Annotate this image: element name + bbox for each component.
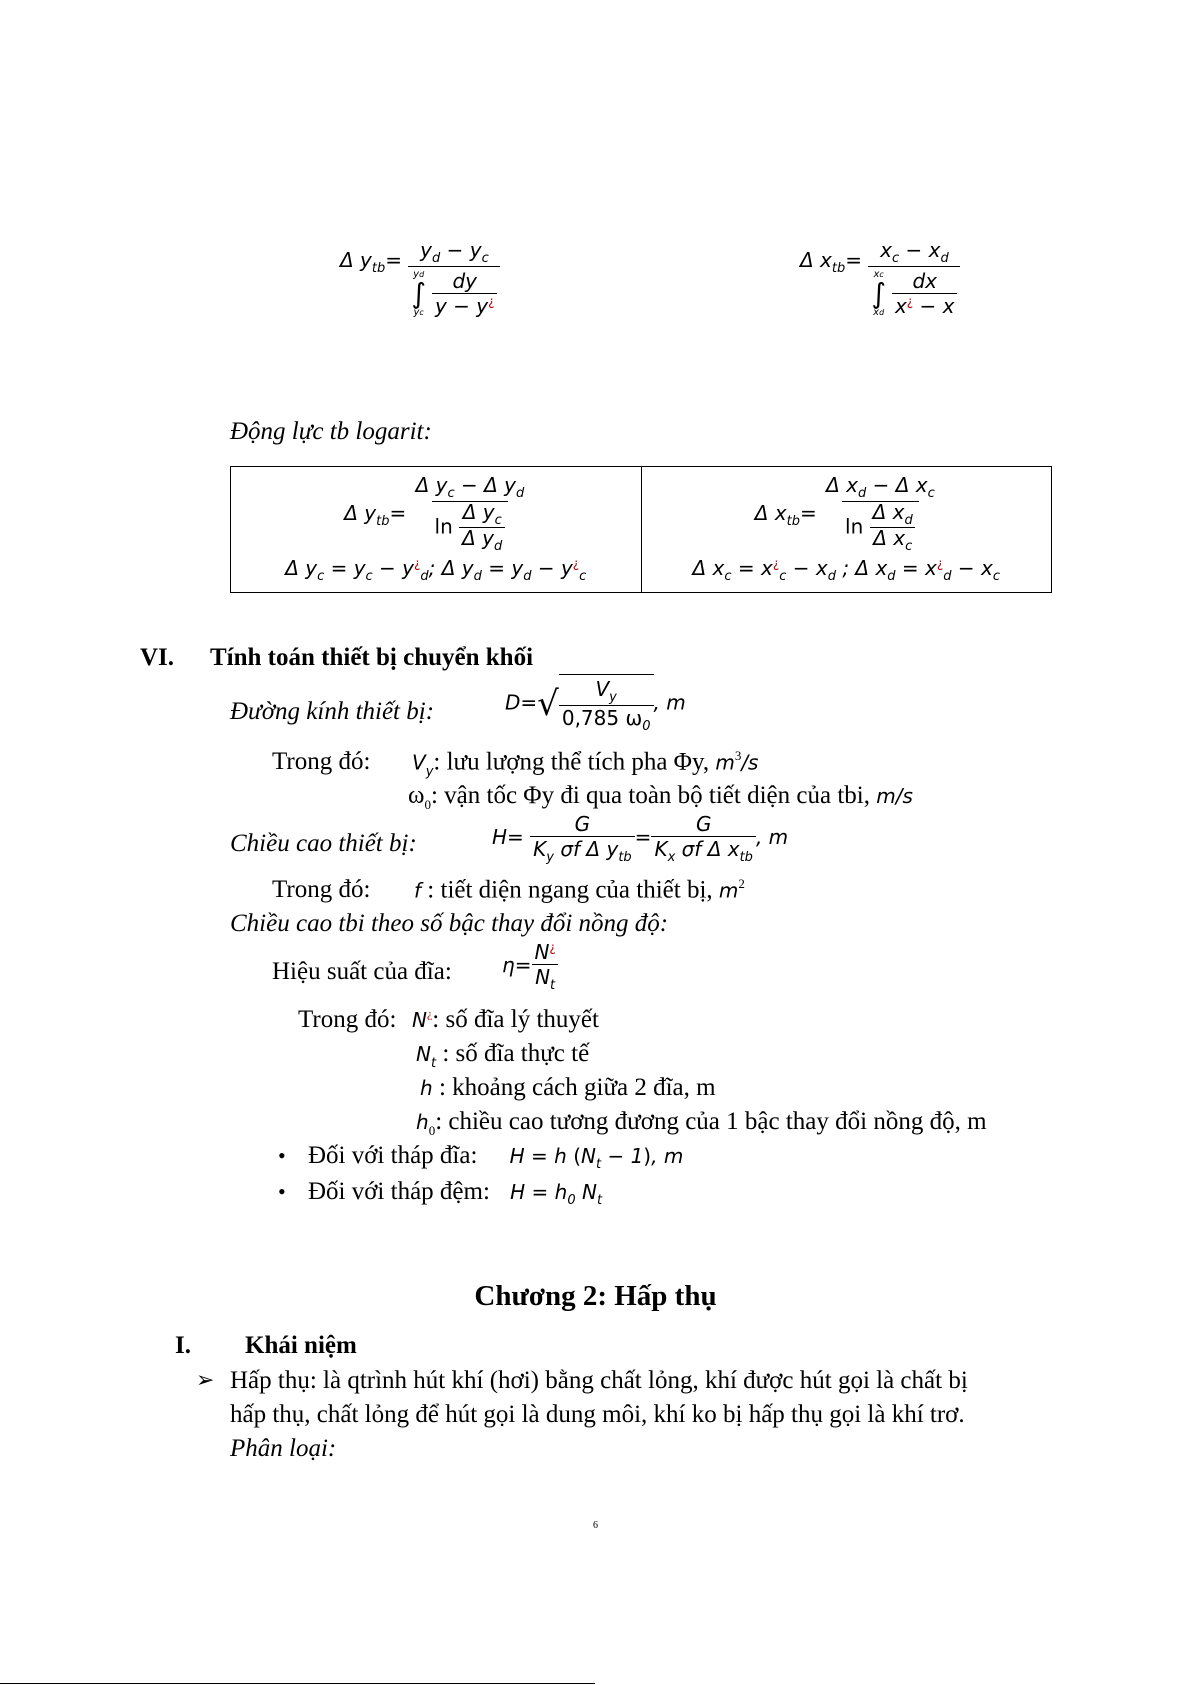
arrow-bullet-icon: ➢ <box>196 1368 215 1393</box>
log-mean-table <box>230 466 1052 593</box>
diameter-label: Đường kính thiết bị: <box>230 698 435 725</box>
chapter-title: Chương 2: Hấp thụ <box>474 1280 717 1312</box>
n-actual-definition: $N_t$ : số đĩa thực tế <box>416 1040 590 1071</box>
h-definition: h : khoảng cách giữa 2 đĩa, m <box>420 1074 716 1101</box>
efficiency-formula: η= $\frac{N^¿}{N_t}$ <box>502 940 559 993</box>
log-mean-x-cell: Δ $x_{tb}=$ Δ $x_d - \Delta$ $x_c$ ln $\frac{\Delta x_d}{\Delta x_c}$ Δ $x_c = x^¿_c - x_d$ ; Δ $x_d = x^¿_d - x_c$ <box>641 467 1052 593</box>
where-label-2: Trong đó: <box>272 876 371 903</box>
vy-definition: $V_y$: lưu lượng thể tích pha Φy, $m^3/s$ <box>412 748 759 780</box>
bullet-plate-tower: • Đối với tháp đĩa: H = h $(N_t - 1)$, m <box>278 1142 684 1172</box>
classification-label: Phân loại: <box>230 1435 337 1462</box>
h0-definition: $h_0$: chiều cao tương đương của 1 bậc thay đổi nồng độ, m <box>416 1108 987 1138</box>
efficiency-label: Hiệu suất của đĩa: <box>272 958 452 985</box>
diameter-formula: D=√ $\frac{V_y}{0,785 \omega_0}$ , m <box>505 674 686 734</box>
absorption-definition-line2: hấp thụ, chất lỏng để hút gọi là dung môi, khí ko bị hấp thụ gọi là khí trơ. <box>230 1401 965 1428</box>
f-definition: f : tiết diện ngang của thiết bị, $m^2$ <box>414 876 745 904</box>
section-6-number: VI. <box>140 644 175 671</box>
absorption-definition-line1: Hấp thụ: là qtrình hút khí (hơi) bằng chất lỏng, khí được hút gọi là chất bị <box>230 1367 968 1394</box>
height-by-steps-heading: Chiều cao tbi theo số bậc thay đổi nồng độ: <box>230 910 669 937</box>
formula-mean-delta-x: Δ $x_{tb}=$ $x_c - x_d$ xc ∫ xd $\frac{dx}{x^¿ - x}$ <box>800 238 960 318</box>
n-theoretical-definition: N¿: số đĩa lý thuyết <box>412 1006 599 1033</box>
where-label-1: Trong đó: <box>272 748 371 775</box>
where-label-3: Trong đó: <box>298 1006 397 1033</box>
height-formula: H= $\frac{G}{K_y \sigma f \Delta y_{tb}}$ = $\frac{G}{K_x \sigma f \Delta x_{tb}}$ , m <box>492 812 789 865</box>
formula-mean-delta-y: Δ $y_{tb}=$ $y_d - y_c$ yd ∫ yc $\frac{dy}{y - y^¿}$ <box>340 238 500 318</box>
section-6-title: Tính toán thiết bị chuyển khối <box>210 644 534 671</box>
section-1-number: I. <box>175 1332 191 1359</box>
page-number: 6 <box>593 1520 598 1531</box>
w0-definition: $\omega_0$: vận tốc Φy đi qua toàn bộ tiết diện của tbi, m/s <box>408 782 913 812</box>
bullet-packed-tower: • Đối với tháp đệm: $H = h_0$ $N_t$ <box>278 1178 603 1208</box>
bottom-rule <box>0 1683 595 1684</box>
section-1-title: Khái niệm <box>245 1332 357 1359</box>
log-mean-y-cell: Δ $y_{tb}=$ Δ $y_c - \Delta$ $y_d$ ln $\frac{\Delta y_c}{\Delta y_d}$ Δ $y_c = y_c - y^¿_d$; Δ $y_d = y_d - y^¿_c$ <box>231 467 642 593</box>
height-label: Chiều cao thiết bị: <box>230 830 417 857</box>
log-mean-heading: Động lực tb logarit: <box>230 418 432 445</box>
